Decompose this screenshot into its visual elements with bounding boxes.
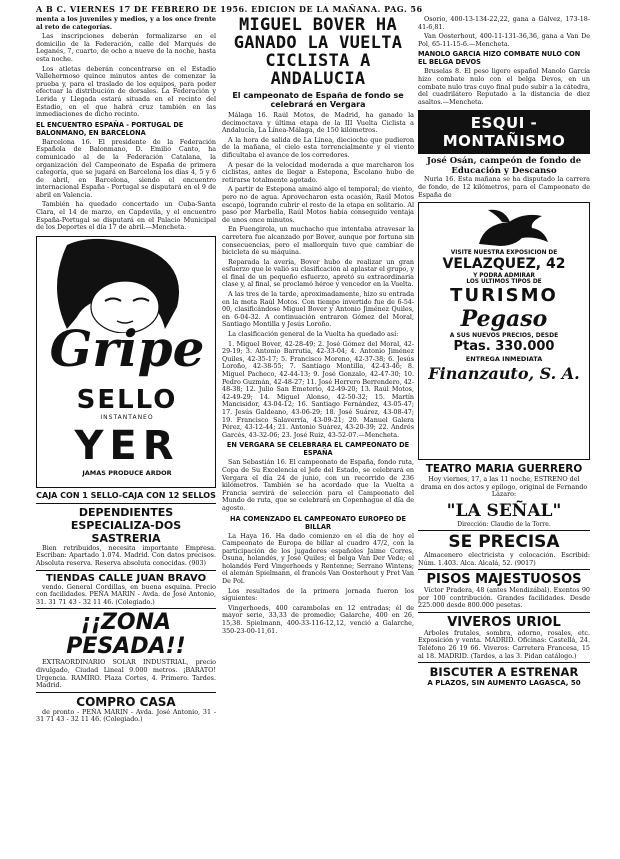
teatro-title: TEATRO MARIA GUERRERO xyxy=(425,463,583,476)
compro-title: COMPRO CASA xyxy=(76,694,176,709)
divider xyxy=(36,503,216,504)
column-right xyxy=(418,16,590,859)
gripe-word: Gripe xyxy=(49,318,205,378)
main-headline: MIGUEL BOVER HA GANADO LA VUELTA CICLISTA A ANDALUCIA xyxy=(233,16,403,89)
article-paragraph: La clasificación general de la Vuelta ha quedado así: xyxy=(228,330,399,339)
masthead: A B C. VIERNES 17 DE FEBRERO DE 1956. EDICION DE LA MAÑANA. PAG. 56 xyxy=(36,4,423,14)
pegaso-logo-text: Pegaso xyxy=(460,306,548,333)
dependientes-title: DEPENDIENTES ESPECIALIZA-DOS SASTRERIA xyxy=(70,505,182,545)
article-paragraph: A la hora de salida de La Línea, dieciocho que pudieron de la mañana, el cielo esta torrencialmente y el viento dificultaba el avance de los corredores. xyxy=(222,135,414,159)
article-paragraph: A pesar de la velocidad moderada a que marcharon los ciclistas, antes de llegar a Estepona, Escolano hubo de retirarse totalmente agotado. xyxy=(222,160,414,184)
senal-sub: Dirección: Claudio de la Torre. xyxy=(457,520,551,528)
biscuter-title: BISCUTER A ESTRENAR xyxy=(429,665,579,680)
precisa-title: SE PRECISA xyxy=(448,531,560,552)
article-paragraph: Los atletas deberán concentrarse en el Estadio Vallehermoso quince minutos antes de comenzar la prueba y, para el traslado de los equipos, para poder efectuar la distribución de dorsales. La Federación y Lerida y Llegada estará situada en el recinto del Estadio, en el que habrá cruz también en las inmediaciones de dicho recinto. xyxy=(36,64,216,119)
article-paragraph: A partir de Estepona amainó algo el temporal; de viento, pero no de agua. Aprovecharon esta ocasión, Raúl Motos escapó, logrando cubrir el resto de la etapa en solitario. Al paso por Marbella, Raúl Motos había conseguido ventaja de unos once minutos. xyxy=(222,185,414,224)
article-paragraph: También ha quedado concertado un Cuba-Santa Clara, el 14 de marzo, en Capdevila, y el encuentro España-Portugal se disputará en el Palacio Municipal de los Deportes el día 17 de abril.—Mencheta. xyxy=(36,200,216,232)
divider xyxy=(418,530,590,531)
headline-vergara: EN VERGARA SE CELEBRARA EL CAMPEONATO DE ESPAÑA xyxy=(226,441,410,458)
price-text: Ptas. 330.000 xyxy=(453,339,555,355)
esqui-banner: ESQUI - MONTAÑISMO xyxy=(418,110,590,154)
article-paragraph: San Sebastián 16. El campeonato de España, fondo ruta, Copa de Su Excelencia el Jefe del Estado, se celebrará en Vergara el día 24 de junio, con un recorrido de 236 kilómetros. También se ha acordado que la Vuelta a Francia servirá de selección para el Campeonato del Mundo de ruta, que se celebrará en Copenhague el día de agosto. xyxy=(222,458,414,512)
article-paragraph: Málaga 16. Raúl Motos, de Madrid, ha ganado la decimoctava y última etapa de la III Vuelta Ciclista a Andalucía, La Línea-Málaga, de 150 kilómetros. xyxy=(222,111,414,135)
article-paragraph: Van Oosterhout, 400-11-131-36,36, gana a Van De Pol, 65-11-15-6.—Mencheta. xyxy=(418,32,590,48)
divider xyxy=(36,570,216,571)
headline-billar: HA COMENZADO EL CAMPEONATO EUROPEO DE BILLAR xyxy=(230,514,406,531)
instantaneo-word: INSTANTANEO xyxy=(100,413,154,421)
headline-boxeo: MANOLO GARCIA HIZO COMBATE NULO CON EL BELGA DEVOS xyxy=(418,50,581,67)
finanzauto-logo: Finanzauto, S. A. xyxy=(428,364,580,384)
pegaso-ad xyxy=(418,202,590,460)
ultimos-text: LOS ULTIMOS TIPOS DE xyxy=(466,279,542,286)
article-paragraph: En Fuengirola, un muchacho que intentaba atravesar la carretera fue alcanzado por Bover, aunque por fortuna sin consecuencias, pero el mallorquín tuvo que cambiar de bicicleta de su máquina. xyxy=(222,225,414,257)
podra-text: Y PODRA ADMIRAR xyxy=(473,273,535,280)
viveros-title: VIVEROS URIOL xyxy=(447,614,561,630)
divider xyxy=(418,662,590,663)
pegasus-logo xyxy=(424,206,584,250)
article-paragraph: Las inscripciones deberán formalizarse en el domicilio de la Federación, calle del Marqués de Leganés, 7, cuarto, de ocho a nueve de la noche, hasta esta noche. xyxy=(36,32,216,63)
intro-text: menta a los juveniles y medios, y a los once frente al reto de categorías. xyxy=(36,16,216,31)
turismo-text: TURISMO xyxy=(450,285,558,307)
precios-text: A SUS NUEVOS PRECIOS, DESDE xyxy=(449,332,559,340)
gripe-ad xyxy=(36,236,216,488)
sello-word: SELLO xyxy=(76,384,178,415)
tiendas-title: TIENDAS CALLE JUAN BRAVO xyxy=(45,572,207,584)
article-paragraph: A las tres de la tarde, aproximadamente, hizo su entrada en la meta Raúl Motos. Con tiempo invertido fue de 6-54-00, clasificándose Miguel Bover y Antonio Jiménez Quiles, en 6-04-32. A continuación entraron Gómez del Moral, Santiago Montilla y Jesús Loroño. xyxy=(222,290,414,329)
divider xyxy=(36,608,216,609)
precisa-text: Almacenero electricista y colocación. Escribid: Núm. 1.403. Alca. Alcalá, 52. (9017) xyxy=(418,550,590,567)
tiendas-text: vendo. General Cordillas, en buena esquina. Precio con facilidades. PEÑA MARIN - Avda. de José Antonio, 31. 31 71 43 - 32 11 46. (Colegiado.) xyxy=(36,582,216,606)
divider xyxy=(418,612,590,613)
article-paragraph: Bruselas 8. El peso ligero español Manolo García hizo combate nulo con el belga Devos, en un combate nulo tras cuyo final pudo subir a la cátedra, del cuadrilátero Reputado a la distancia de diez asaltos.—Mencheta. xyxy=(418,67,590,106)
senal-title: "LA SEÑAL" xyxy=(446,500,562,521)
pisos-text: Víctor Pradera, 48 (antes Mendizábal). Exentos 90 por 100 contribución. Grandes facilidades. Desde 225.000 desde 800.000 pesetas. xyxy=(418,586,590,610)
teatro-text: Hoy viernes, 17, a las 11 noche, ESTRENO del drama en dos actos y epílogo, original de Fernando Lázaro: xyxy=(420,475,588,499)
headline-osan: José Osán, campeón de fondo de Educación y Descanso xyxy=(426,156,582,177)
entrega-text: ENTREGA INMEDIATA xyxy=(465,355,543,364)
compro-text: de pronto - PEÑA MARIN - Avda. José Antonio, 31 - 31 71 43 - 32 11 46. (Colegiado.) xyxy=(36,707,216,724)
article-paragraph: Nuria 16. Esta mañana se ha disputado la carrera de fondo, de 12 kilómetros, para el Campeonato de España de xyxy=(418,175,590,199)
classification-list: 1. Miguel Bover, 42-28-49; 2. José Gómez del Moral, 42-29-19; 3. Antonio Barrutia, 42-33-04; 4. Antonio Jiménez Quiles, 42-35-17; 5. Francisco Moreno, 42-37-38; 6. Jesús Loroño, 42-38-55; 7. Santiago Montilla, 42-43-46; 8. Miguel Pacheco, 42-44-13; 9. José Gonzalo, 42-47-30; 10. Pedro Guzmán, 42-48-27; 11. José Herrero Berrendero, 42-48-38; 12. Julio San Emeterio, 42-49-20; 13. Raúl Motos, 42-49-29; 14. Miguel Alonso, 42-50-32; 15. Martín Mancisidor, 43-04-12; 16. Santiago Fernández, 43-05-47; 17. Jesús Galdeano, 43-06-29; 18. José Suárez, 43-08-47; 19. Francisco Salaverría, 43-09-21; 20. Manuel Galera Pérez, 43-12-44; 21. Antonio Suárez, 43-20-39; 22. Andrés Garcés, 43-32-06; 23. José Ruiz, 43-52-07.—Mencheta. xyxy=(222,339,414,439)
pisos-title: PISOS MAJESTUOSOS xyxy=(426,572,582,588)
article-paragraph: Vingerhoeds, 400 carambolas en 12 entradas; él de mayor serie, 33,33 de promedio; Galarche, 400 en 26, 15,38. Spielmann, 400-33-116-12,12, venció a Galarche, 350-23-00-11,61. xyxy=(222,603,414,635)
article-paragraph: La Haya 16. Ha dado comienzo en el día de hoy el Campeonato de Europa de billar al cuadro 47/2, con la participación de los jugadores españoles Jaime Corres, Osuna, holandés, y José Quiles; el belga Van Der Vede; el holandés Ferd Vingerhoeds y Rentenne; Serrano Wintens; el alemán Spielmann, el francés Van Oosterhout y Pret Van De Pol. xyxy=(222,531,414,586)
biscuter-text: A PLAZOS, SIN AUMENTO LAGASCA, 50 xyxy=(427,679,581,688)
sub-headline: El campeonato de España de fondo se celebrará en Vergara xyxy=(232,91,404,109)
yer-logo: YER xyxy=(74,422,180,469)
zona-text: EXTRAORDINARIO SOLAR INDUSTRIAL, precio divulgado, Ciudad Lineal 9.000 metros. ¡BARATO! Urgencia. RAMIRO. Plaza Cortes, 4. Primero. Tardes. Madrid. xyxy=(36,658,216,690)
ardor-tagline: JAMAS PRODUCE ARDOR xyxy=(82,468,172,477)
article-paragraph: Barcelona 16. El presidente de la Federación Española de Balonmano, D. Emilio Canto, ha comunicado al de la Federación Catalana, la organización del Campeonato de España de primera categoría, que se jugará en Barcelona los días 4, 5 y 6 de abril, en Barcelona, siendo el encuentro internacional España - Portugal se disputará en el 9 de abril en Valencia. xyxy=(36,137,216,199)
article-paragraph: Osorio, 400-13-134-22,22, gana a Gálvez, 173-18-41-6,81. xyxy=(418,16,590,31)
column-middle xyxy=(222,16,414,859)
caja-tagline: CAJA CON 1 SELLO-CAJA CON 12 SELLOS xyxy=(36,490,216,500)
headline-balonmano: EL ENCUENTRO ESPAÑA - PORTUGAL DE BALONMANO, EN BARCELONA xyxy=(36,120,184,137)
velazquez-address: VELAZQUEZ, 42 xyxy=(442,256,566,273)
divider xyxy=(418,569,590,570)
divider xyxy=(36,692,216,693)
column-left xyxy=(36,16,216,859)
article-paragraph: Reparada la avería, Bover hubo de realizar un gran esfuerzo que le valió su clasificación al aplastar el grupo, y el final de un pequeño esfuerzo, apretó su extraordinaria clase y, al final, se proclamó héroe y vencedor en la Vuelta. xyxy=(222,257,414,289)
visite-text: VISITE NUESTRA EXPOSICION DE xyxy=(450,250,558,257)
dependientes-text: Bien retribuidos, necesita importante Empresa. Escriban: Apartado 1.074. Madrid. Con datos precisos. Absoluta reserva. Reserva absoluta conocidas. (903) xyxy=(36,543,216,568)
article-paragraph: Los resultados de la primera jornada fueron los siguientes: xyxy=(222,586,414,603)
zona-title: ¡¡ZONA PESADA!! xyxy=(66,610,186,660)
viveros-text: Arboles frutales, sombra, adorno, rosales, etc. Exposición y venta. MADRID. Oficinas: Castellá, 24. Teléfono 26 19 66. Viveros: Carretera Francesa, 15 al 18. MADRID. (Tardes, a las 3. Pidan catálogo.) xyxy=(418,628,590,660)
